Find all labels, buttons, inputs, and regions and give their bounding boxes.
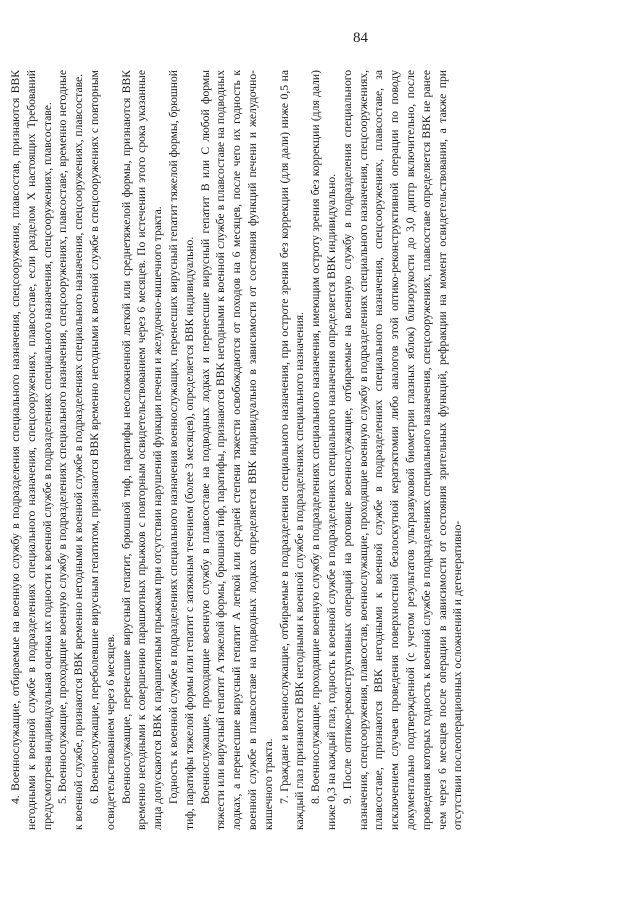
- rotated-text-block: [8, 70, 504, 830]
- paragraph-9: 9. После оптико-реконструктивных операций на роговице военнослужащие, отбираемые на военную службу в подразделения специального назначения, спецсооружения, плавсостав, военнослужащие, проходящие военную службу в подразделениях специального назначения, спецсооружениях, плавсоставе, признаются ВВК негодными к военной службе в подразделениях специального назначения, спецсооружениях, плавсоставе, за исключением случаев проведения поверхностной безлоскутной кератэктомии либо аналогов этой оптико-реконструктивной операции по поводу документально подтвержденной (с учетом результатов ультразвуковой биометрии глазных яблок) близорукости до 3,0 диптр включительно, после проведения которых годность к военной службе в подразделениях специального назначения, спецсооружениях, плавсоставе определяется ВВК не ранее чем через 6 месяцев после операции в зависимости от состояния зрительных функций, рефракции на момент освидетельствования, а также при отсутствии послеоперационных осложнений и дегенеративно-: [340, 70, 465, 830]
- paragraph-6-parachute: Военнослужащие, перенесшие вирусный гепатит, брюшной тиф, паратифы неосложненной легкой или среднетяжелой формы, признаются ВВК временно негодными к совершению парашютных прыжков с повторным освидетельствованием через 6 месяцев. По истечении этого срока указанные лица допускаются ВВК к парашютным прыжкам при отсутствии нарушений функции печени и желудочно-кишечного тракта.: [119, 70, 165, 830]
- paragraph-4: 4. Военнослужащие, отбираемые на военную службу в подразделения специального назначения, спецсооружения, плавсостав, признаются ВВК негодными к военной службе в подразделениях специального назначения, спецсооружениях, плавсоставе, если разделом Х настоящих Требований предусмотрена индивидуальная оценка их годности к военной службе в подразделениях специального назначения, спецсооружениях, плавсоставе.: [9, 70, 54, 830]
- paragraph-7: 7. Граждане и военнослужащие, отбираемые в подразделения специального назначения, при остроте зрения без коррекции (для дали) ниже 0,5 на каждый глаз признаются ВВК негодными к военной службе в подразделениях специального назначения.: [277, 70, 307, 830]
- paragraph-8: 8. Военнослужащие, проходящие военную службу в подразделениях специального назначения, имеющим остроту зрения без коррекции (для дали) ниже 0,3 на каждый глаз, годность к военной службе в подразделениях специального назначения определяется ВВК индивидуально.: [309, 70, 338, 830]
- paragraph-6: 6. Военнослужащие, переболевшие вирусным гепатитом, признаются ВВК временно негодными к военной службе в спецсооружениях с повторным освидетельствованием через 6 месяцев.: [87, 70, 117, 830]
- paragraph-5: 5. Военнослужащие, проходящие военную службу в подразделениях специального назначения, спецсооружениях, плавсоставе, временно негодные к военной службе, признаются ВВК временно негодными к военной службе в подразделениях специального назначения, спецсооружениях, плавсоставе.: [56, 70, 86, 830]
- paragraph-6-submarines: Военнослужащие, проходящие военную службу в плавсоставе на подводных лодках и перенесшие вирусный гепатит В или С любой формы тяжести или вирусный гепатит А тяжелой формы, брюшной тиф, паратифы, признаются ВВК негодными к военной службе в плавсоставе на подводных лодках, а перенесшие вирусный гепатит А легкой или средней степени тяжести освобождаются от походов на 6 месяцев, после чего их годность к военной службе в плавсоставе на подводных лодках определяется ВВК индивидуально в зависимости от состояния функций печени и желудочно-кишечного тракта.: [198, 70, 275, 830]
- paragraph-6-special-units: Годность к военной службе в подразделениях специального назначения военнослужащих, перенесших вирусный гепатит тяжелой формы, брюшной тиф, паратифы тяжелой формы или гепатит с затяжным течением (более 3 месяцев), определяется ВВК индивидуально.: [166, 70, 196, 830]
- page-number: 84: [353, 30, 368, 46]
